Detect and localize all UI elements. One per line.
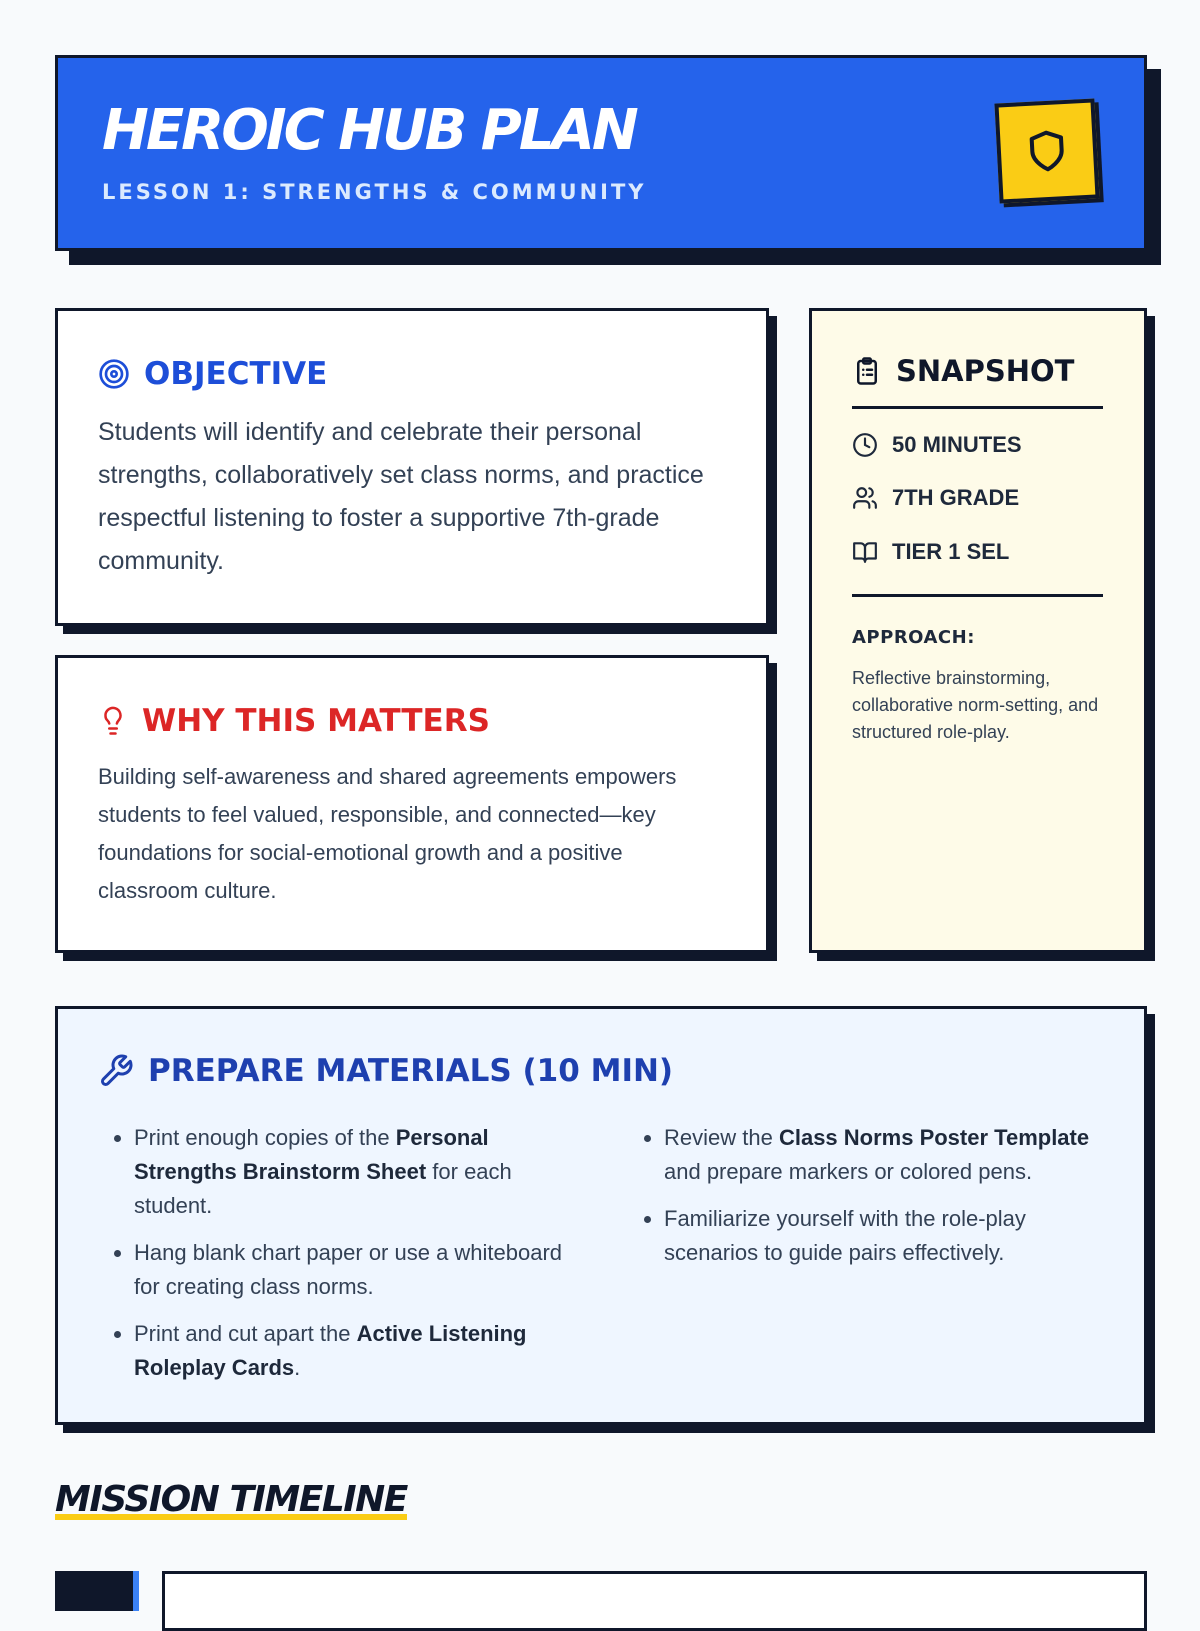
users-icon [852,485,878,511]
list-item: • Hang blank chart paper or use a whiteboard for creating class norms. [134,1236,564,1304]
shield-badge [994,98,1099,203]
list-item: • Familiarize yourself with the role-play scenarios to guide pairs effectively. [664,1202,1119,1270]
timeline-step-card [162,1571,1147,1631]
materials-list-right [631,1121,1119,1283]
clipboard-icon [852,355,882,387]
snapshot-heading [852,354,1074,388]
prepare-materials-card [55,1006,1147,1425]
prepare-heading [98,1053,673,1089]
timeline-heading: MISSION TIMELINE [55,1479,407,1520]
objective-heading [98,356,327,392]
target-icon [98,358,130,390]
why-heading [98,703,490,739]
clock-icon [852,432,878,458]
snapshot-item-tier [852,539,1009,565]
list-item: • Review the Class Norms Poster Template and prepare markers or colored pens. [664,1121,1119,1189]
snapshot-item-label: 50 MINUTES [892,432,1022,457]
objective-text: Students will identify and celebrate their personal strengths, collaboratively set class norms, and practice respectful listening to foster a supportive 7th-grade community. [98,418,704,575]
snapshot-divider [852,594,1103,597]
shield-icon [1024,128,1070,174]
why-text: Building self-awareness and shared agreements empowers students to feel valued, responsible, and connected—key foundations for social-emotional growth and a positive classroom culture. [98,764,677,903]
approach-label: APPROACH: [852,627,975,648]
objective-heading-label: OBJECTIVE [144,356,328,392]
why-heading-label: WHY THIS MATTERS [142,703,490,739]
lightbulb-icon [98,705,128,737]
list-item: • Print and cut apart the Active Listening Roleplay Cards. [134,1317,564,1385]
wrench-icon [98,1053,134,1089]
snapshot-item-label: 7TH GRADE [892,485,1020,510]
materials-list-left [101,1121,564,1398]
snapshot-heading-label: SNAPSHOT [896,354,1075,388]
snapshot-item-label: TIER 1 SEL [892,539,1010,564]
why-card [55,655,769,953]
lesson-header [55,55,1147,251]
snapshot-item-duration [852,432,1022,458]
book-icon [852,539,878,565]
page-subtitle: LESSON 1: STRENGTHS & COMMUNITY [102,180,647,204]
list-item: • Print enough copies of the Personal Strengths Brainstorm Sheet for each student. [134,1121,564,1223]
page-title: HEROIC HUB PLAN [102,98,636,163]
snapshot-divider [852,406,1103,409]
prepare-heading-label: PREPARE MATERIALS (10 MIN) [148,1053,674,1089]
snapshot-card [809,308,1147,953]
approach-text: Reflective brainstorming, collaborative norm-setting, and structured role-play. [852,668,1099,742]
snapshot-item-grade [852,485,1019,511]
objective-card [55,308,769,626]
timeline-step-marker [55,1571,133,1611]
